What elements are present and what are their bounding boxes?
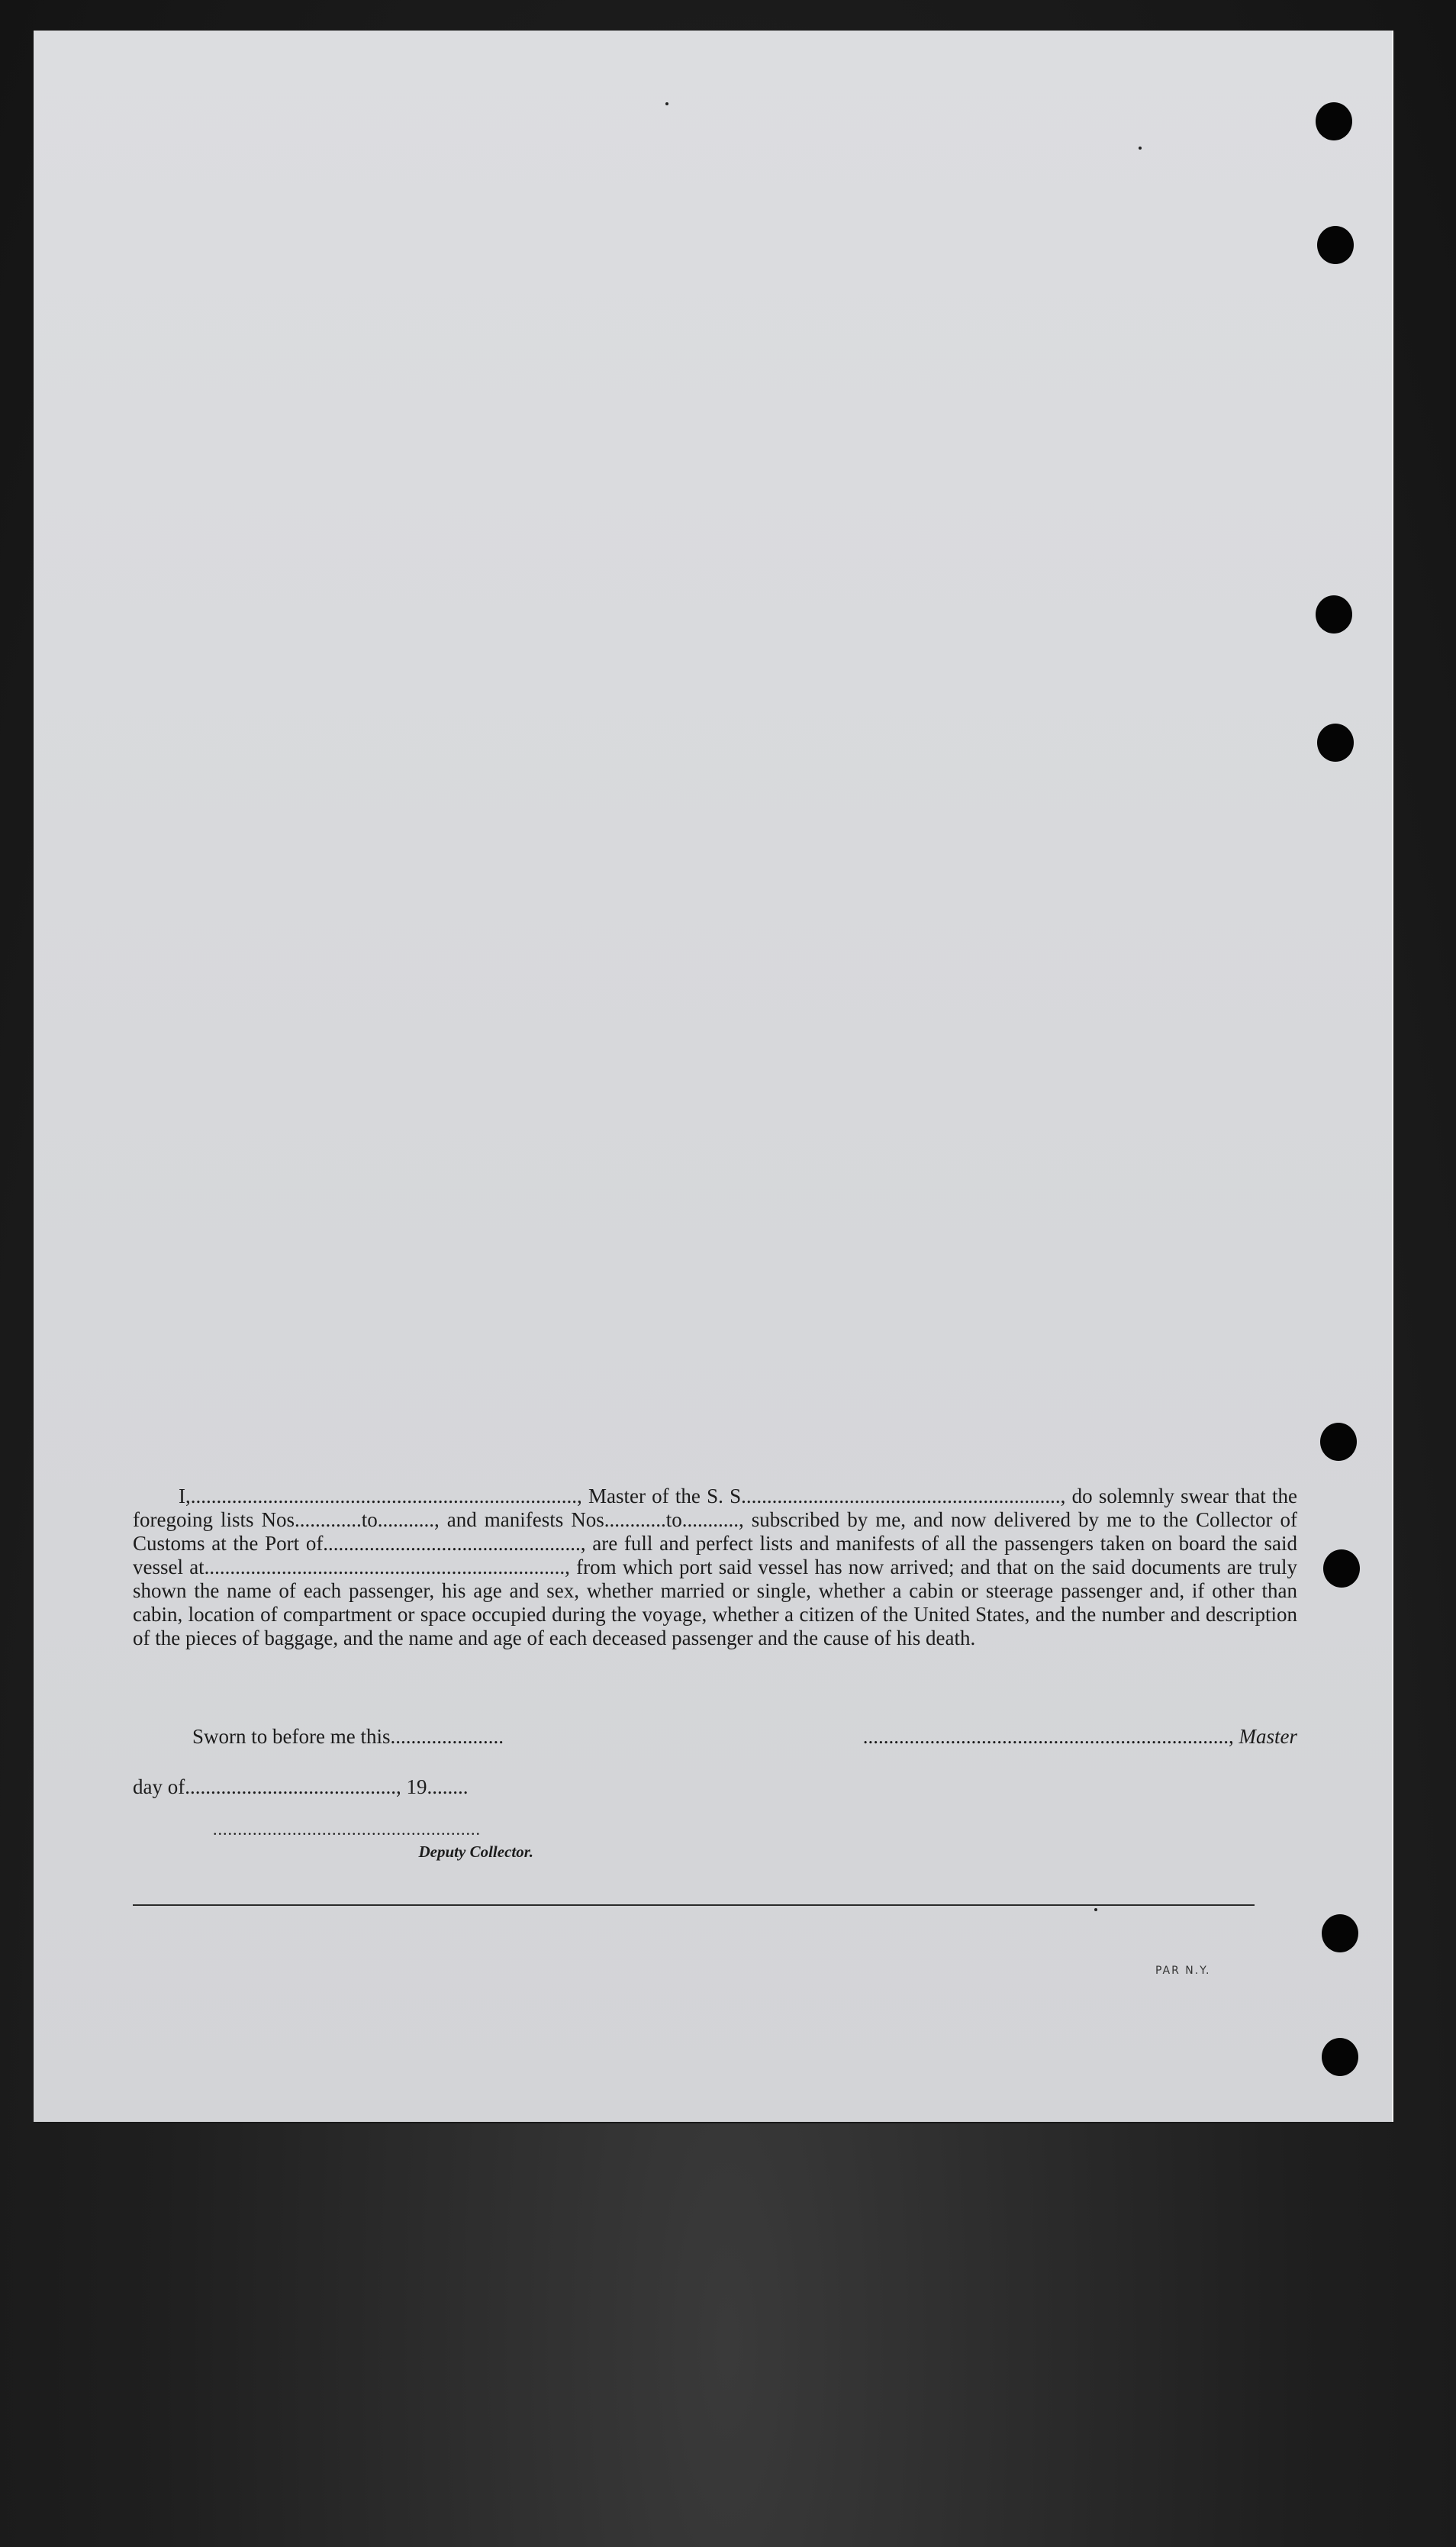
- punch-hole: [1322, 1914, 1358, 1952]
- master-label: Master: [1239, 1725, 1297, 1748]
- deputy-collector-label: Deputy Collector.: [418, 1843, 533, 1861]
- deputy-signature-line: ......................................................: [213, 1820, 481, 1839]
- punch-hole: [1317, 724, 1354, 762]
- paper-speck: [1094, 1908, 1097, 1911]
- paper-speck: [1139, 147, 1142, 150]
- punch-hole: [1320, 1423, 1357, 1461]
- oath-paragraph: I,..........................................................................., Master of the S. S.............................................................., do solemnly swear that the foregoing lists Nos.............to..........., and manifests Nos............to..........., subscribed by me, and now delivered by me to the Collector of Customs at the Port of.................................................., are full and perfect lists and manifests of all the passengers taken on board the said vessel at......................................................................, from which port said vessel has now arrived; and that on the said documents are truly shown the name of each passenger, his age and sex, whether married or single, whether a cabin or steerage passenger and, if other than cabin, location of compartment or space occupied during the voyage, whether a citizen of the United States, and the number and description of the pieces of baggage, and the name and age of each deceased passenger and the cause of his death.: [133, 1485, 1297, 1649]
- sworn-before-line: Sworn to before me this......................: [192, 1725, 504, 1748]
- master-signature-dots: .......................................................................,: [862, 1725, 1234, 1748]
- punch-hole: [1323, 1549, 1360, 1588]
- printer-mark: PAR N.Y.: [1155, 1965, 1211, 1977]
- punch-hole: [1316, 102, 1352, 140]
- punch-hole: [1317, 226, 1354, 264]
- master-signature-line: [832, 1725, 1297, 1749]
- horizontal-rule: [133, 1904, 1255, 1906]
- paper-speck: [665, 102, 668, 105]
- day-of-line: day of........................................., 19........: [133, 1775, 469, 1798]
- punch-hole: [1316, 595, 1352, 634]
- manifest-back-page: [34, 31, 1392, 2122]
- punch-hole: [1322, 2038, 1358, 2076]
